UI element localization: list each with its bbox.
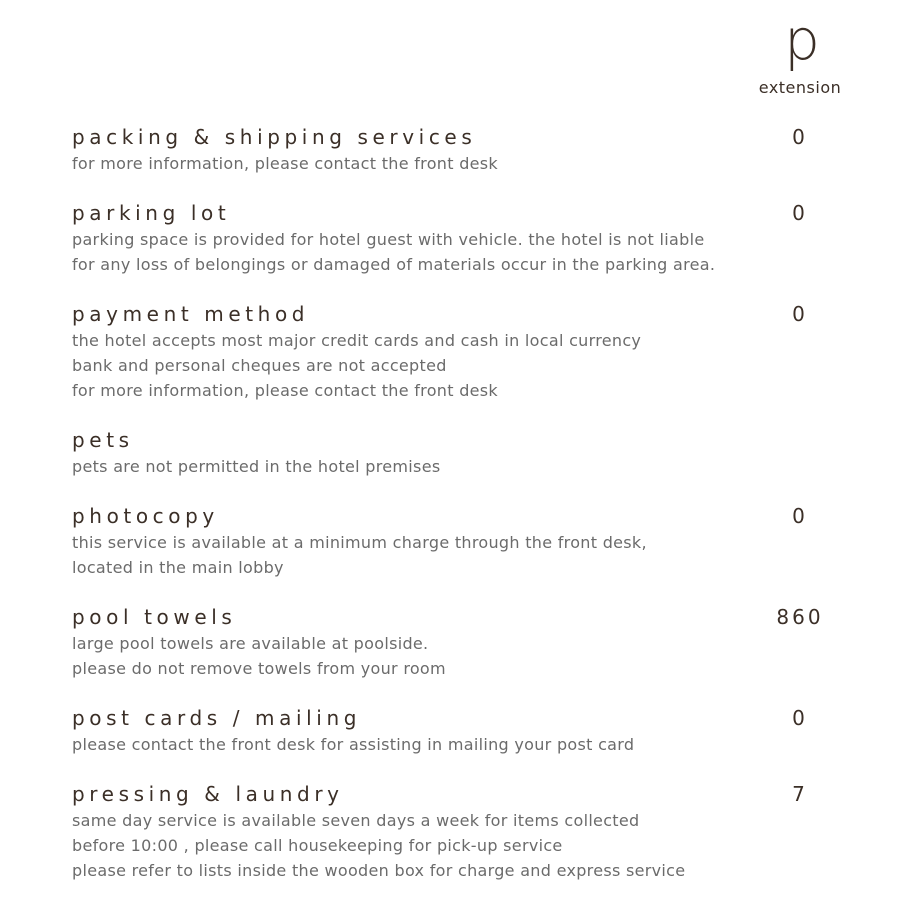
entry-description <box>72 732 634 757</box>
entry-extension: 0 <box>792 706 808 730</box>
entry-extension: 0 <box>792 302 808 326</box>
entry-extension: 0 <box>792 504 808 528</box>
description-line: pets are not permitted in the hotel premises <box>72 457 441 476</box>
entry-description <box>72 227 715 277</box>
entry-title: packing & shipping services <box>72 125 477 149</box>
entry-title: pets <box>72 428 134 452</box>
description-line: please refer to lists inside the wooden box for charge and express service <box>72 861 686 880</box>
entry-title: payment method <box>72 302 310 326</box>
entry-title: photocopy <box>72 504 219 528</box>
entry-description <box>72 631 446 681</box>
extension-column-label: extension <box>758 78 842 97</box>
description-line: bank and personal cheques are not accepted <box>72 356 447 375</box>
description-line: for more information, please contact the front desk <box>72 381 499 400</box>
entry-description <box>72 808 685 883</box>
entry-title: parking lot <box>72 201 231 225</box>
entry-title: pressing & laundry <box>72 782 344 806</box>
entry-description <box>72 454 440 479</box>
entry-extension: 0 <box>792 201 808 225</box>
entry-description <box>72 328 641 403</box>
description-line: for more information, please contact the front desk <box>72 154 499 173</box>
section-letter: p <box>784 8 820 73</box>
description-line: please contact the front desk for assisting in mailing your post card <box>72 735 635 754</box>
entry-extension: 0 <box>792 125 808 149</box>
entry-description <box>72 151 498 176</box>
description-line: this service is available at a minimum charge through the front desk, <box>72 533 647 552</box>
description-line: located in the main lobby <box>72 558 284 577</box>
description-line: large pool towels are available at poolside. <box>72 634 429 653</box>
description-line: for any loss of belongings or damaged of materials occur in the parking area. <box>72 255 716 274</box>
description-line: please do not remove towels from your room <box>72 659 446 678</box>
entry-title: pool towels <box>72 605 237 629</box>
entry-title: post cards / mailing <box>72 706 362 730</box>
description-line: the hotel accepts most major credit cards and cash in local currency <box>72 331 642 350</box>
description-line: before 10:00 , please call housekeeping for pick-up service <box>72 836 563 855</box>
description-line: parking space is provided for hotel guest with vehicle. the hotel is not liable <box>72 230 705 249</box>
entry-extension: 860 <box>776 605 824 629</box>
description-line: same day service is available seven days a week for items collected <box>72 811 640 830</box>
entry-extension: 7 <box>792 782 808 806</box>
entry-description <box>72 530 647 580</box>
